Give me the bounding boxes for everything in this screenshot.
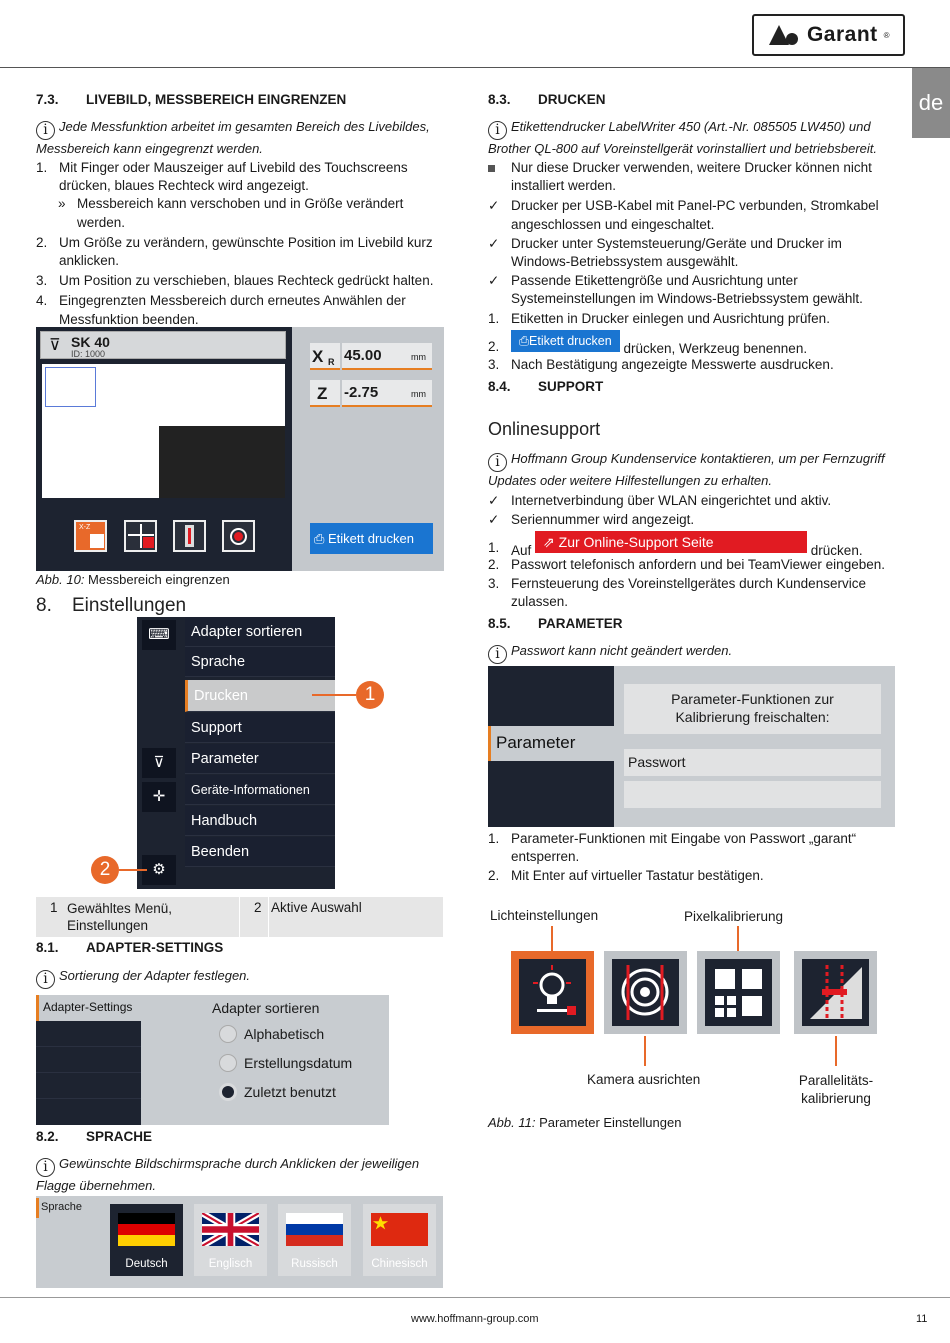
language-panel: Sprache Deutsch Englisch Russisch Chinesisch [36, 1196, 443, 1288]
callout-line [737, 926, 739, 951]
tile-label: Kamera ausrichten [587, 1072, 701, 1087]
steps-list: 1. Mit Finger oder Mauszeiger auf Livebild des Touchscreens drücken, blaues Rechteck wird angezeigt. » Messbereich kann verschoben und in Größe verändert werden. 2. Um Größe zu verändern, gewünschte Position im Livebild kurz anklicken. 3. Um Position zu verschieben, blaues Rechteck gedrückt halten. 4. Eingegrenzten Messbereich durch erneutes Anwählen der Messfunktion beenden. [36, 160, 434, 327]
callout-line [835, 1036, 837, 1066]
section-heading: 8.5. PARAMETER [488, 616, 623, 631]
menu-item-support[interactable]: Support [185, 713, 335, 743]
lang-russisch[interactable]: Russisch [278, 1204, 351, 1276]
parameter-unlock-label: Parameter-Funktionen zur Kalibrierung freischalten: [624, 684, 881, 734]
measure-rectangle[interactable] [45, 367, 96, 407]
section-heading: 8.1. ADAPTER-SETTINGS [36, 940, 224, 955]
tool-silhouette [159, 426, 285, 498]
info-icon: i [488, 453, 507, 472]
info-icon: i [488, 121, 507, 140]
parameter-panel [488, 666, 895, 827]
callout-line [644, 1036, 646, 1066]
lang-chinesisch[interactable]: Chinesisch [363, 1204, 436, 1276]
pixel-calibration-tile[interactable] [697, 951, 780, 1034]
camera-align-tile[interactable] [604, 951, 687, 1034]
lightbulb-icon [519, 959, 586, 1026]
lang-deutsch[interactable]: Deutsch [110, 1204, 183, 1276]
prerequisites-list: ✓ Internetverbindung über WLAN eingerichtet und aktiv. ✓ Seriennummer wird angezeigt. [488, 492, 890, 529]
page-number: 11 [916, 1313, 928, 1325]
section-heading: 7.3. LIVEBILD, MESSBEREICH EINGRENZEN [36, 92, 347, 107]
check-icon: ✓ [488, 273, 500, 289]
brand-name: Garant [806, 23, 878, 46]
adapter-icon: ⊽ [49, 337, 61, 354]
adapter-icon[interactable]: ⊽ [142, 748, 176, 778]
tile-label: Parallelitäts- kalibrierung [798, 1073, 874, 1106]
option-label: Erstellungsdatum [244, 1055, 353, 1071]
xz-measure-button[interactable]: X-Z [74, 520, 107, 552]
camera-target-icon [612, 959, 679, 1026]
adapter-settings-panel [36, 995, 389, 1125]
circle-measure-button[interactable] [222, 520, 255, 552]
radio-zuletzt-benutzt[interactable] [219, 1083, 237, 1101]
callout-line [312, 694, 356, 696]
keyboard-icon[interactable]: ⌨ [142, 620, 176, 650]
figure-caption: Abb. 11: Parameter Einstellungen [488, 1115, 682, 1130]
printer-icon: ⎙ [519, 334, 530, 348]
check-icon: ✓ [488, 512, 500, 528]
radio-erstellungsdatum[interactable] [219, 1054, 237, 1072]
garant-logo-icon [767, 23, 801, 47]
lang-englisch[interactable]: Englisch [194, 1204, 267, 1276]
flag-china-icon [371, 1213, 428, 1246]
check-icon: ✓ [488, 493, 500, 508]
tool-measure-button[interactable] [173, 520, 206, 552]
prerequisites-list: Nur diese Drucker verwenden, weitere Drucker können nicht installiert werden. ✓ Drucker per USB-Kabel mit Panel-PC verbunden, Stromkabel angeschlossen und eingeschaltet. ✓ Drucker unter Systemsteuerung/Geräte und Drucker im Windows-Betriebssystem ausgewählt. ✓ Passende Etikettengröße und Ausrichtung unter Systemeinstellungen im Windows-Betriebssystem gewählt. [488, 160, 879, 307]
check-icon: ✓ [488, 198, 500, 214]
language-tab: de [912, 68, 950, 138]
menu-item-sprache[interactable]: Sprache [185, 647, 335, 677]
info-icon: i [36, 121, 55, 140]
info-icon: i [36, 970, 55, 989]
section-heading: 8.4. SUPPORT [488, 379, 604, 394]
external-link-icon: ⇗ [543, 534, 559, 550]
gear-icon[interactable]: ⚙ [142, 855, 176, 885]
live-image[interactable] [42, 364, 285, 498]
section-title: 8. Einstellungen [36, 595, 187, 616]
header-rule [0, 67, 950, 68]
square-bullet-icon [488, 165, 495, 172]
info-note: i Passwort kann nicht geändert werden. [488, 642, 732, 664]
adapter-sort-heading: Adapter sortieren [212, 1000, 320, 1016]
info-note: i Hoffmann Group Kundenservice kontaktieren, um per Fernzugriff Updates oder weitere Hilfestellungen zu erhalten. [488, 451, 885, 488]
subsection-title: Onlinesupport [488, 419, 601, 439]
tile-label: Lichteinstellungen [490, 908, 599, 923]
parallelism-icon [802, 959, 869, 1026]
readout-panel [292, 327, 444, 571]
callout-line [551, 926, 553, 951]
menu-item-geraete-informationen[interactable]: Geräte-Informationen [185, 775, 335, 805]
crosshair-button[interactable] [124, 520, 157, 552]
printer-icon: ⎙ [314, 531, 329, 546]
tool-header: ⊽ SK 40 ID: 1000 [40, 331, 286, 359]
password-input[interactable] [624, 781, 881, 808]
info-note: i Etikettendrucker LabelWriter 450 (Art.-Nr. 085505 LW450) und Brother QL-800 auf Voreinstellgerät vorinstalliert und betriebsbereit. [488, 119, 878, 156]
info-icon: i [36, 1158, 55, 1177]
steps-list: 1. Auf ⇗ Zur Online-Support Seite drücken. 2. Passwort telefonisch anfordern und bei TeamViewer eingeben. 3. Fernsteuerung des Voreinstellgerätes durch Kundenservice zulassen. [488, 531, 890, 612]
flag-uk-icon [202, 1213, 259, 1246]
liveview-screenshot [36, 327, 444, 571]
info-note: i Gewünschte Bildschirmsprache durch Anklicken der jeweiligen Flagge übernehmen. [36, 1156, 420, 1193]
light-settings-tile[interactable] [511, 951, 594, 1034]
check-icon: ✓ [488, 235, 500, 251]
pixel-grid-icon [705, 959, 772, 1026]
print-label-button[interactable]: ⎙Etikett drucken [511, 330, 620, 352]
print-label-button[interactable]: ⎙ Etikett drucken [310, 523, 433, 554]
footer-rule [0, 1297, 950, 1298]
z-readout: Z -2.75 mm [310, 380, 432, 407]
x-readout: X R 45.00 mm [310, 343, 432, 370]
steps-list: 1. Etiketten in Drucker einlegen und Ausrichtung prüfen. [488, 311, 830, 326]
settings-menu [137, 617, 335, 889]
section-heading: 8.3. DRUCKEN [488, 92, 606, 107]
callout-line [119, 869, 147, 871]
info-note: i Jede Messfunktion arbeitet im gesamten Bereich des Livebildes, Messbereich kann eingegrenzt werden. [36, 119, 430, 156]
menu-item-parameter[interactable]: Parameter [185, 744, 335, 774]
menu-item-handbuch[interactable]: Handbuch [185, 806, 335, 836]
callout-1: 1 [356, 681, 384, 709]
tile-label: Pixelkalibrierung [684, 909, 784, 924]
menu-item-beenden[interactable]: Beenden [185, 837, 335, 867]
callout-2: 2 [91, 856, 119, 884]
menu-item-drucken[interactable]: Drucken [185, 680, 335, 712]
online-support-button[interactable]: ⇗ Zur Online-Support Seite [535, 531, 807, 553]
option-label: Alphabetisch [244, 1026, 325, 1042]
garant-logo: Garant ® [752, 14, 905, 56]
flag-russia-icon [286, 1213, 343, 1246]
flag-germany-icon [118, 1213, 175, 1246]
info-icon: i [488, 645, 507, 664]
steps-list: 1. Parameter-Funktionen mit Eingabe von Passwort „garant“ entsperren. 2. Mit Enter auf virtueller Tastatur bestätigen. [488, 831, 857, 884]
info-note: i Sortierung der Adapter festlegen. [36, 967, 250, 989]
adapter-settings-sidebar: Adapter-Settings [36, 995, 141, 1125]
menu-item-adapter-sortieren[interactable]: Adapter sortieren [185, 617, 335, 647]
footer-url: www.hoffmann-group.com [411, 1313, 539, 1325]
parameter-content [614, 666, 895, 827]
parallelism-calibration-tile[interactable] [794, 951, 877, 1034]
figure-caption: Abb. 10: Messbereich eingrenzen [36, 572, 230, 587]
parameter-tab[interactable]: Parameter [488, 726, 614, 761]
legend-table: 1 Gewähltes Menü, Einstellungen 2 Aktive Auswahl [36, 897, 443, 937]
section-heading: 8.2. SPRACHE [36, 1129, 153, 1144]
radio-alphabetisch[interactable] [219, 1025, 237, 1043]
steps-list: 2. ⎙Etikett drucken drücken, Werkzeug benennen. 3. Nach Bestätigung angezeigte Messwerte ausdrucken. [488, 330, 890, 374]
password-label: Passwort [624, 749, 881, 776]
calibration-icon[interactable]: ✛ [142, 782, 176, 812]
option-label: Zuletzt benutzt [244, 1084, 336, 1100]
